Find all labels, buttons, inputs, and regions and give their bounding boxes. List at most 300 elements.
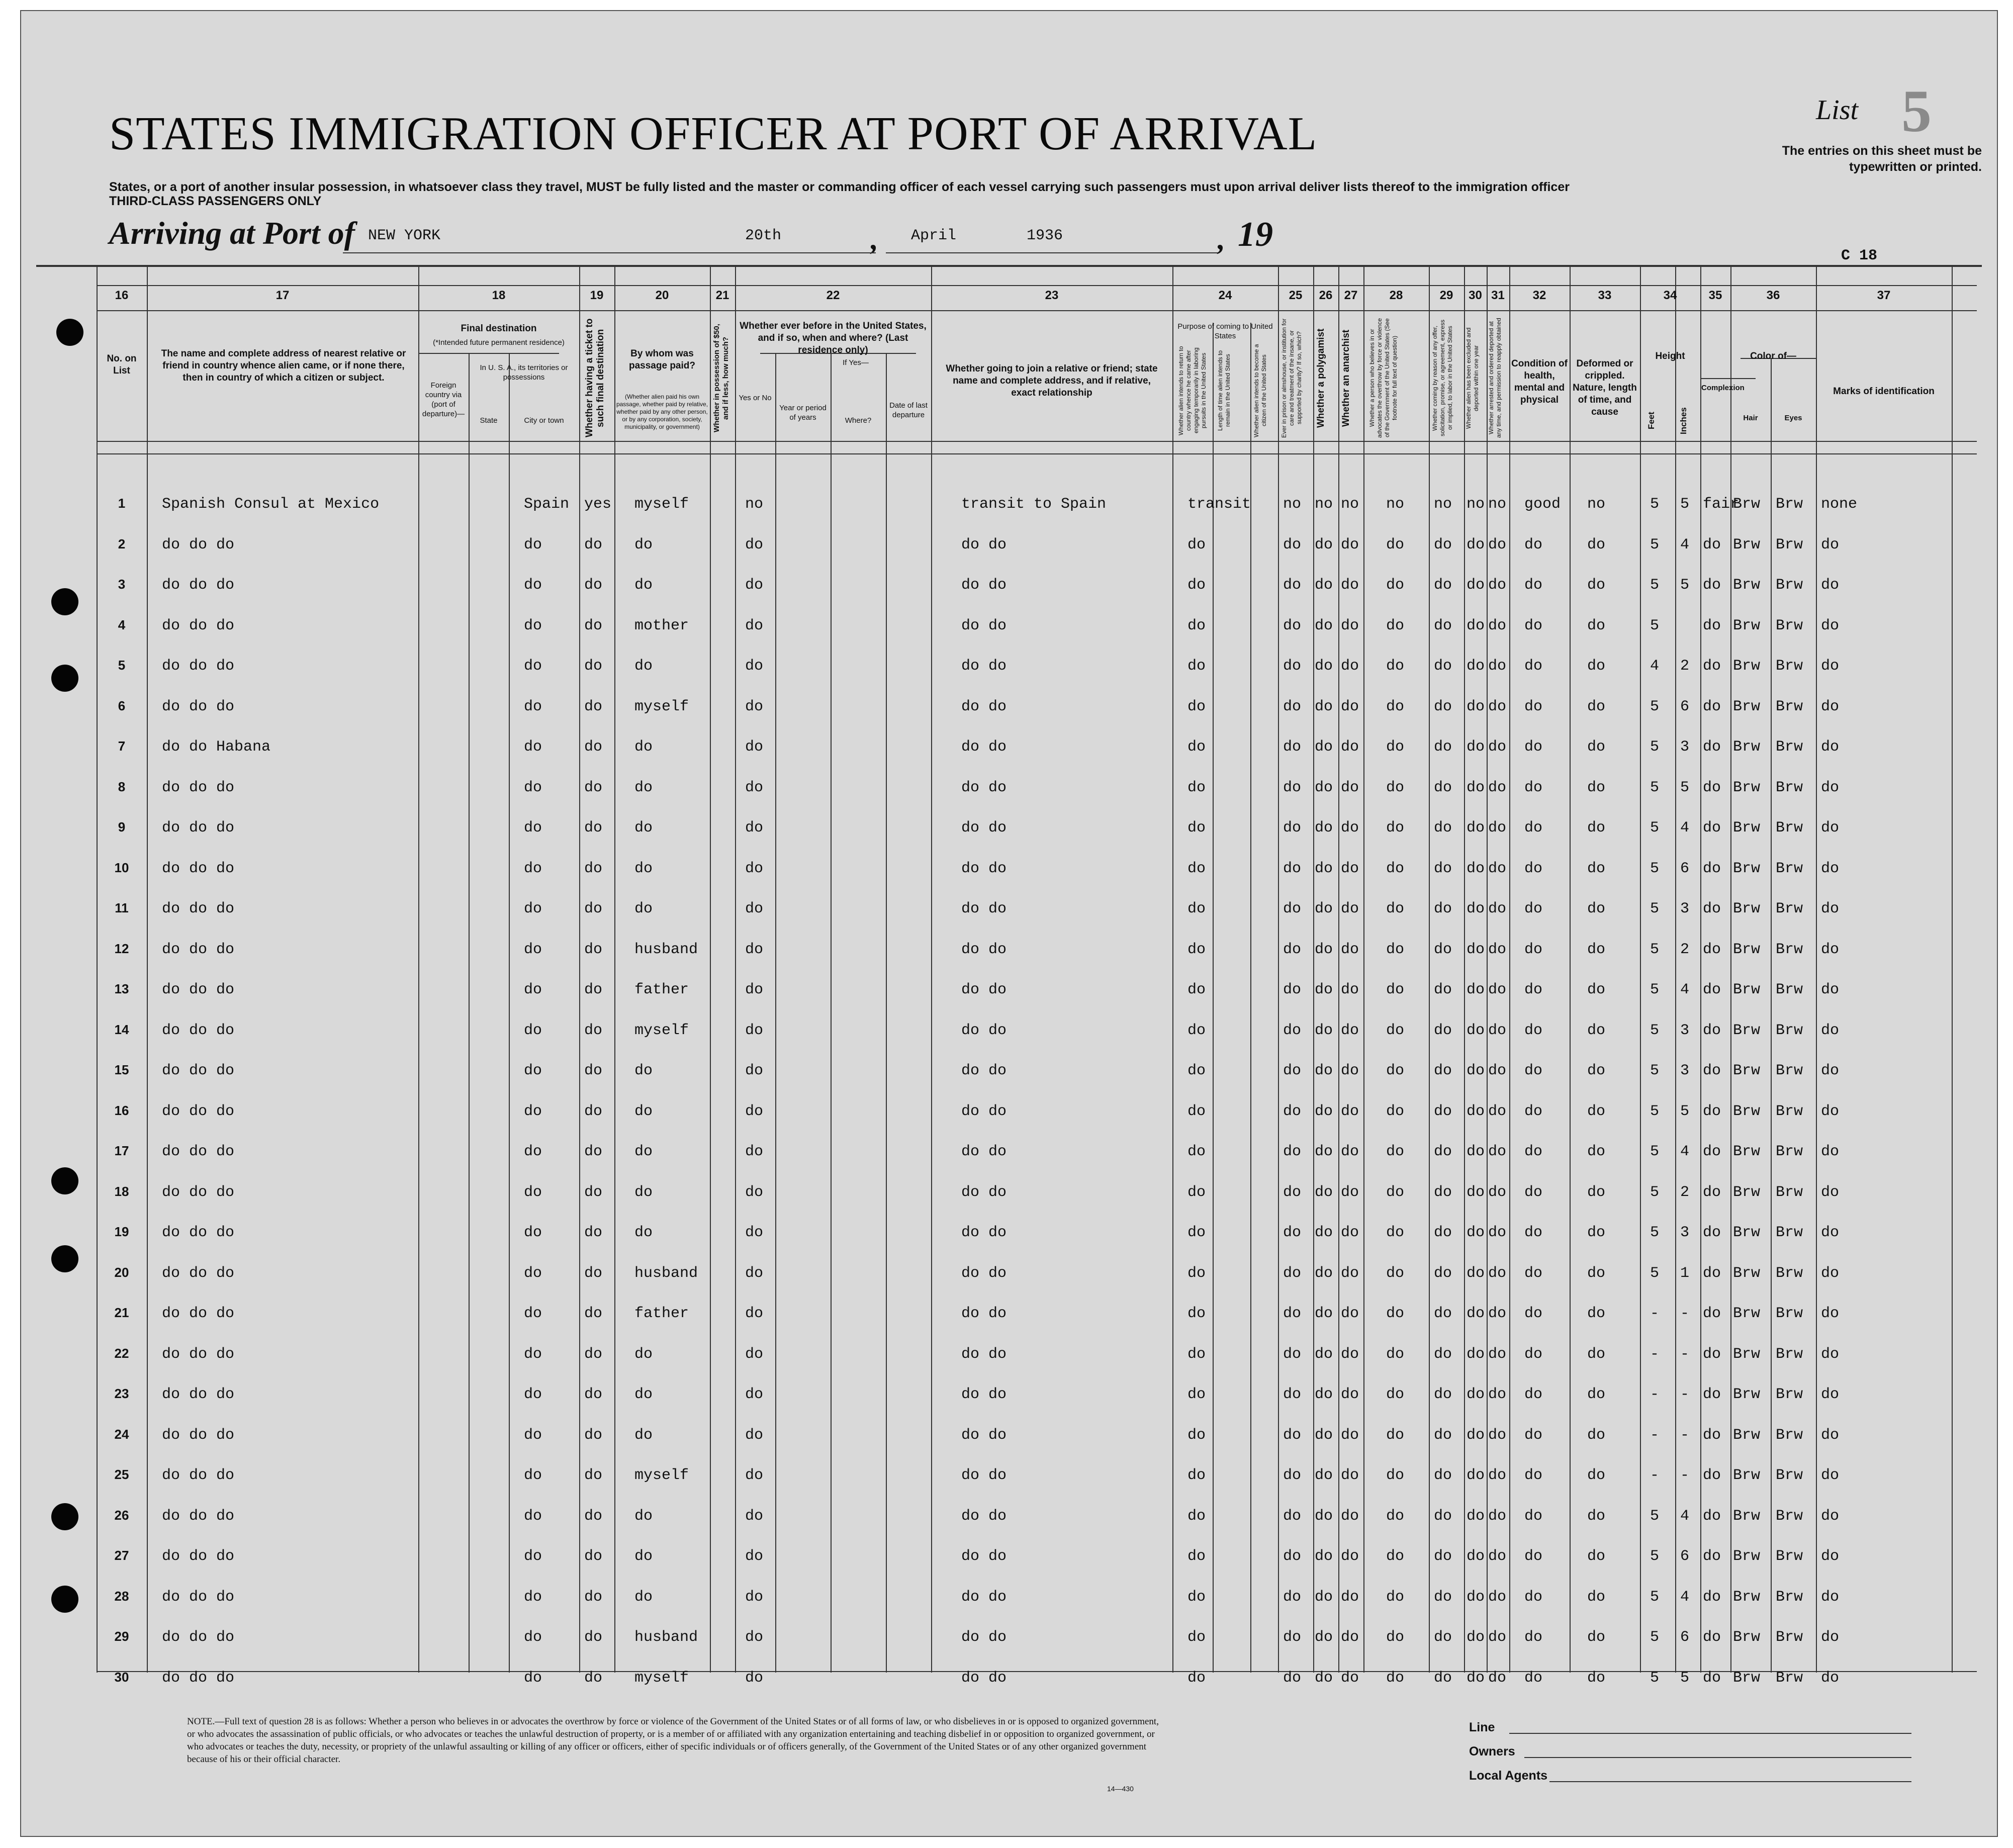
cell-c28: do — [1386, 779, 1405, 796]
cell-ticket: do — [584, 1062, 603, 1079]
cell-health: do — [1524, 1669, 1543, 1687]
cell-feet: 5 — [1650, 698, 1660, 715]
cell-relative: do do do — [162, 1507, 235, 1525]
cell-join: do do — [961, 738, 1007, 756]
header-height: Height — [1655, 351, 1685, 361]
table-row — [21, 1662, 1997, 1703]
cell-relative: do do do — [162, 779, 235, 796]
header-foreign-country: Foreign country via (port of departure)— — [422, 381, 465, 418]
cell-c27: no — [1341, 496, 1359, 513]
cell-inches: 4 — [1680, 1507, 1690, 1525]
cell-join: do do — [961, 1588, 1007, 1606]
cell-complexion: do — [1703, 1062, 1721, 1079]
cell-complexion: do — [1703, 819, 1721, 837]
cell-relative: do do Habana — [162, 738, 271, 756]
cell-complexion: do — [1703, 738, 1721, 756]
table-row — [21, 1217, 1997, 1257]
owners-label: Owners — [1469, 1744, 1515, 1759]
cell-health: do — [1524, 941, 1543, 958]
cell-ticket: do — [584, 1467, 603, 1484]
cell-c31: do — [1488, 900, 1507, 917]
cell-inches: - — [1680, 1345, 1690, 1363]
cell-relative: do do do — [162, 1588, 235, 1606]
cell-relative: do do do — [162, 819, 235, 837]
cell-paid: do — [634, 1143, 653, 1160]
cell-eyes: Brw — [1776, 1548, 1803, 1565]
cell-complexion: do — [1703, 1264, 1721, 1282]
cell-paid: do — [634, 1386, 653, 1403]
entries-note: The entries on this sheet must be typewritten or printed. — [1782, 144, 1982, 174]
cell-city: do — [524, 1548, 542, 1565]
cell-city: do — [524, 1183, 542, 1201]
cell-purpose: do — [1187, 900, 1206, 917]
cell-join: do do — [961, 1264, 1007, 1282]
cell-purpose: do — [1187, 1629, 1206, 1646]
cell-join: do do — [961, 577, 1007, 594]
cell-yesno: do — [745, 1022, 764, 1039]
cell-inches: 3 — [1680, 1022, 1690, 1039]
cell-c30: do — [1467, 1305, 1485, 1322]
cell-deformed: do — [1587, 779, 1606, 796]
header-polygamist: Whether a polygamist — [1316, 328, 1326, 428]
cell-c29: do — [1434, 1588, 1452, 1606]
cell-c27: do — [1341, 1669, 1359, 1687]
cell-city: Spain — [524, 496, 570, 513]
cell-c26: do — [1315, 658, 1333, 675]
cell-c25: do — [1283, 1183, 1302, 1201]
cell-no: 26 — [114, 1507, 129, 1523]
cell-inches: 6 — [1680, 698, 1690, 715]
year-prefix: 19 — [1238, 215, 1273, 254]
cell-hair: Brw — [1733, 738, 1761, 756]
cell-inches: - — [1680, 1386, 1690, 1403]
ship-mark: C 18 — [1841, 247, 1878, 264]
header-possession-50: Whether in possession of $50, and if less, how much? — [712, 324, 730, 432]
cell-ticket: do — [584, 1305, 603, 1322]
cell-c31: do — [1488, 1548, 1507, 1565]
cell-c31: do — [1488, 1062, 1507, 1079]
cell-inches: 4 — [1680, 1588, 1690, 1606]
cell-c29: no — [1434, 496, 1452, 513]
cell-city: do — [524, 536, 542, 553]
cell-paid: do — [634, 577, 653, 594]
cell-hair: Brw — [1733, 860, 1761, 877]
cell-eyes: Brw — [1776, 577, 1803, 594]
cell-hair: Brw — [1733, 1629, 1761, 1646]
cell-c26: do — [1315, 779, 1333, 796]
cell-yesno: do — [745, 617, 764, 634]
cell-yesno: do — [745, 1305, 764, 1322]
col-number: 37 — [1877, 289, 1891, 302]
cell-marks: do — [1821, 1224, 1840, 1241]
cell-deformed: do — [1587, 1467, 1606, 1484]
cell-c29: do — [1434, 1386, 1452, 1403]
cell-c29: do — [1434, 577, 1452, 594]
cell-marks: do — [1821, 1669, 1840, 1687]
year-value: 1936 — [1027, 227, 1063, 244]
header-list-no: No. on List — [107, 353, 137, 376]
cell-feet: 5 — [1650, 819, 1660, 837]
cell-marks: do — [1821, 1062, 1840, 1079]
cell-marks: do — [1821, 860, 1840, 877]
cell-c25: do — [1283, 1507, 1302, 1525]
cell-yesno: do — [745, 819, 764, 837]
cell-no: 9 — [118, 819, 126, 835]
cell-c27: do — [1341, 658, 1359, 675]
line-label: Line — [1469, 1720, 1495, 1734]
cell-city: do — [524, 1264, 542, 1282]
cell-ticket: do — [584, 738, 603, 756]
cell-paid: husband — [634, 1629, 698, 1646]
cell-ticket: do — [584, 1629, 603, 1646]
cell-eyes: Brw — [1776, 1143, 1803, 1160]
header-marks: Marks of identification — [1833, 386, 1935, 397]
cell-c26: do — [1315, 1386, 1333, 1403]
cell-join: do do — [961, 1467, 1007, 1484]
cell-purpose: do — [1187, 658, 1206, 675]
cell-hair: Brw — [1733, 819, 1761, 837]
cell-paid: myself — [634, 1467, 689, 1484]
cell-eyes: Brw — [1776, 1305, 1803, 1322]
cell-hair: Brw — [1733, 496, 1761, 513]
cell-purpose: do — [1187, 1102, 1206, 1120]
cell-join: do do — [961, 1386, 1007, 1403]
cell-deformed: do — [1587, 981, 1606, 998]
cell-c30: do — [1467, 1224, 1485, 1241]
cell-complexion: do — [1703, 536, 1721, 553]
cell-deformed: do — [1587, 738, 1606, 756]
cell-c26: do — [1315, 738, 1333, 756]
cell-c29: do — [1434, 698, 1452, 715]
cell-c27: do — [1341, 1022, 1359, 1039]
cell-inches: - — [1680, 1305, 1690, 1322]
col-number: 33 — [1598, 289, 1612, 302]
table-row — [21, 853, 1997, 893]
cell-inches: 4 — [1680, 819, 1690, 837]
cell-c28: do — [1386, 1548, 1405, 1565]
cell-health: do — [1524, 819, 1543, 837]
cell-complexion: do — [1703, 1102, 1721, 1120]
cell-join: do do — [961, 658, 1007, 675]
cell-purpose: do — [1187, 1224, 1206, 1241]
cell-c30: do — [1467, 536, 1485, 553]
cell-hair: Brw — [1733, 1548, 1761, 1565]
cell-complexion: do — [1703, 658, 1721, 675]
cell-eyes: Brw — [1776, 1629, 1803, 1646]
cell-health: do — [1524, 1548, 1543, 1565]
cell-city: do — [524, 860, 542, 877]
cell-c31: do — [1488, 1183, 1507, 1201]
cell-marks: do — [1821, 981, 1840, 998]
cell-paid: do — [634, 1102, 653, 1120]
cell-c25: do — [1283, 738, 1302, 756]
cell-complexion: do — [1703, 1507, 1721, 1525]
cell-marks: do — [1821, 819, 1840, 837]
cell-c30: do — [1467, 819, 1485, 837]
cell-inches: 5 — [1680, 496, 1690, 513]
cell-c26: do — [1315, 577, 1333, 594]
cell-purpose: do — [1187, 819, 1206, 837]
col-number: 26 — [1319, 289, 1333, 302]
cell-relative: do do do — [162, 536, 235, 553]
cell-ticket: do — [584, 981, 603, 998]
cell-c30: do — [1467, 1467, 1485, 1484]
cell-c26: do — [1315, 1305, 1333, 1322]
cell-c28: do — [1386, 1426, 1405, 1444]
table-row — [21, 974, 1997, 1014]
cell-feet: 5 — [1650, 860, 1660, 877]
cell-c28: do — [1386, 1467, 1405, 1484]
cell-c28: do — [1386, 1507, 1405, 1525]
cell-c28: do — [1386, 981, 1405, 998]
cell-c25: do — [1283, 1224, 1302, 1241]
cell-c25: do — [1283, 941, 1302, 958]
cell-health: do — [1524, 1426, 1543, 1444]
cell-complexion: do — [1703, 1224, 1721, 1241]
cell-ticket: do — [584, 1507, 603, 1525]
cell-relative: do do do — [162, 1467, 235, 1484]
cell-c29: do — [1434, 1305, 1452, 1322]
header-hair: Hair — [1743, 414, 1758, 422]
cell-c25: do — [1283, 698, 1302, 715]
cell-feet: 5 — [1650, 738, 1660, 756]
cell-inches: 3 — [1680, 1224, 1690, 1241]
table-row — [21, 1541, 1997, 1581]
cell-marks: do — [1821, 577, 1840, 594]
header-in-usa: In U. S. A., its territories or possessions — [480, 363, 568, 382]
cell-deformed: do — [1587, 658, 1606, 675]
cell-c29: do — [1434, 1102, 1452, 1120]
cell-c27: do — [1341, 941, 1359, 958]
table-row — [21, 610, 1997, 651]
cell-relative: do do do — [162, 1386, 235, 1403]
cell-eyes: Brw — [1776, 860, 1803, 877]
cell-c30: do — [1467, 1507, 1485, 1525]
cell-c29: do — [1434, 941, 1452, 958]
cell-hair: Brw — [1733, 577, 1761, 594]
col-number: 32 — [1532, 289, 1546, 302]
cell-yesno: do — [745, 577, 764, 594]
cell-marks: do — [1821, 1305, 1840, 1322]
cell-join: do do — [961, 1507, 1007, 1525]
cell-feet: 5 — [1650, 1183, 1660, 1201]
cell-hair: Brw — [1733, 1386, 1761, 1403]
cell-relative: do do do — [162, 941, 235, 958]
col-number: 34 — [1663, 289, 1677, 302]
cell-complexion: do — [1703, 1022, 1721, 1039]
cell-c31: do — [1488, 1507, 1507, 1525]
cell-c26: do — [1315, 1629, 1333, 1646]
cell-c30: do — [1467, 1386, 1485, 1403]
comma-1: , — [871, 223, 878, 256]
cell-c30: do — [1467, 1022, 1485, 1039]
header-passage-note: (Whether alien paid his own passage, whether paid by relative, whether paid by any other person, or by any corporation, society, municipality, or government) — [616, 393, 708, 430]
cell-no: 17 — [114, 1143, 129, 1158]
cell-c26: no — [1315, 496, 1333, 513]
col-number: 36 — [1766, 289, 1780, 302]
cell-city: do — [524, 1022, 542, 1039]
cell-health: good — [1524, 496, 1561, 513]
cell-inches: 5 — [1680, 577, 1690, 594]
cell-c25: no — [1283, 496, 1302, 513]
cell-complexion: do — [1703, 981, 1721, 998]
cell-eyes: Brw — [1776, 819, 1803, 837]
cell-join: do do — [961, 1183, 1007, 1201]
header-q28: Whether a person who believes in or advocates the overthrow by force or violence of the Government of the United States (See footnote for full text of question) — [1368, 318, 1398, 438]
cell-purpose: do — [1187, 1467, 1206, 1484]
cell-c27: do — [1341, 1143, 1359, 1160]
col-number: 28 — [1389, 289, 1403, 302]
cell-c28: do — [1386, 860, 1405, 877]
cell-join: do do — [961, 617, 1007, 634]
cell-c25: do — [1283, 1386, 1302, 1403]
cell-c25: do — [1283, 900, 1302, 917]
cell-c28: do — [1386, 738, 1405, 756]
cell-city: do — [524, 1062, 542, 1079]
cell-marks: do — [1821, 1629, 1840, 1646]
cell-purpose: do — [1187, 1386, 1206, 1403]
cell-yesno: do — [745, 1467, 764, 1484]
cell-join: do do — [961, 941, 1007, 958]
cell-eyes: Brw — [1776, 536, 1803, 553]
cell-c28: do — [1386, 1062, 1405, 1079]
cell-c29: do — [1434, 617, 1452, 634]
cell-c31: do — [1488, 617, 1507, 634]
cell-paid: do — [634, 658, 653, 675]
header-purpose: Purpose of coming to United States — [1177, 322, 1273, 340]
table-row — [21, 1582, 1997, 1622]
cell-ticket: do — [584, 536, 603, 553]
table-row — [21, 1055, 1997, 1095]
cell-c31: do — [1488, 1629, 1507, 1646]
cell-inches: 3 — [1680, 1062, 1690, 1079]
cell-health: do — [1524, 1224, 1543, 1241]
cell-c30: do — [1467, 617, 1485, 634]
cell-c31: do — [1488, 1426, 1507, 1444]
cell-deformed: do — [1587, 1102, 1606, 1120]
cell-paid: do — [634, 1507, 653, 1525]
table-row — [21, 1460, 1997, 1500]
cell-purpose: do — [1187, 779, 1206, 796]
cell-marks: do — [1821, 1183, 1840, 1201]
cell-no: 25 — [114, 1467, 129, 1482]
cell-c25: do — [1283, 536, 1302, 553]
cell-c31: do — [1488, 860, 1507, 877]
cell-hair: Brw — [1733, 1062, 1761, 1079]
cell-ticket: do — [584, 1264, 603, 1282]
cell-feet: 5 — [1650, 617, 1660, 634]
cell-deformed: do — [1587, 1426, 1606, 1444]
cell-ticket: do — [584, 819, 603, 837]
col-number: 30 — [1469, 289, 1482, 302]
cell-ticket: do — [584, 860, 603, 877]
table-row — [21, 1177, 1997, 1217]
cell-c27: do — [1341, 900, 1359, 917]
cell-hair: Brw — [1733, 1426, 1761, 1444]
cell-deformed: do — [1587, 1143, 1606, 1160]
cell-c28: do — [1386, 941, 1405, 958]
cell-health: do — [1524, 1467, 1543, 1484]
cell-eyes: Brw — [1776, 1588, 1803, 1606]
cell-c28: do — [1386, 658, 1405, 675]
cell-c27: do — [1341, 536, 1359, 553]
cell-no: 2 — [118, 536, 126, 551]
cell-c29: do — [1434, 1345, 1452, 1363]
cell-c30: do — [1467, 577, 1485, 594]
cell-purpose: do — [1187, 981, 1206, 998]
cell-feet: 5 — [1650, 1143, 1660, 1160]
cell-yesno: no — [745, 496, 764, 513]
month-value: April — [911, 227, 957, 244]
cell-no: 7 — [118, 738, 126, 754]
cell-yesno: do — [745, 1143, 764, 1160]
col-number: 25 — [1289, 289, 1303, 302]
cell-complexion: do — [1703, 1588, 1721, 1606]
cell-purpose: do — [1187, 1548, 1206, 1565]
table-row — [21, 529, 1997, 570]
cell-health: do — [1524, 1062, 1543, 1079]
cell-join: do do — [961, 1224, 1007, 1241]
cell-feet: 5 — [1650, 1669, 1660, 1687]
cell-purpose: do — [1187, 1588, 1206, 1606]
cell-purpose: transit — [1187, 496, 1251, 513]
cell-no: 12 — [114, 941, 129, 956]
cell-paid: mother — [634, 617, 689, 634]
cell-health: do — [1524, 1629, 1543, 1646]
cell-c26: do — [1315, 1426, 1333, 1444]
col-number: 31 — [1491, 289, 1505, 302]
cell-health: do — [1524, 900, 1543, 917]
cell-ticket: do — [584, 1102, 603, 1120]
cell-c26: do — [1315, 1669, 1333, 1687]
cell-marks: do — [1821, 779, 1840, 796]
cell-ticket: do — [584, 941, 603, 958]
cell-c25: do — [1283, 658, 1302, 675]
cell-hair: Brw — [1733, 1022, 1761, 1039]
comma-2: , — [1218, 223, 1225, 256]
cell-ticket: do — [584, 1669, 603, 1687]
cell-eyes: Brw — [1776, 738, 1803, 756]
cell-deformed: do — [1587, 900, 1606, 917]
cell-ticket: do — [584, 617, 603, 634]
cell-c29: do — [1434, 1224, 1452, 1241]
cell-inches: 5 — [1680, 779, 1690, 796]
table-row — [21, 893, 1997, 934]
cell-c26: do — [1315, 617, 1333, 634]
cell-hair: Brw — [1733, 1467, 1761, 1484]
cell-complexion: do — [1703, 941, 1721, 958]
cell-c25: do — [1283, 1022, 1302, 1039]
cell-c27: do — [1341, 577, 1359, 594]
cell-c28: do — [1386, 1588, 1405, 1606]
cell-join: do do — [961, 819, 1007, 837]
cell-relative: do do do — [162, 1548, 235, 1565]
cell-relative: Spanish Consul at Mexico — [162, 496, 380, 513]
cell-hair: Brw — [1733, 941, 1761, 958]
cell-city: do — [524, 617, 542, 634]
cell-marks: do — [1821, 1022, 1840, 1039]
cell-complexion: do — [1703, 577, 1721, 594]
cell-eyes: Brw — [1776, 1264, 1803, 1282]
cell-c30: do — [1467, 860, 1485, 877]
cell-c29: do — [1434, 1022, 1452, 1039]
cell-ticket: do — [584, 1386, 603, 1403]
cell-c30: do — [1467, 658, 1485, 675]
cell-health: do — [1524, 779, 1543, 796]
cell-relative: do do do — [162, 577, 235, 594]
header-yes-no: Yes or No — [739, 394, 772, 402]
cell-join: do do — [961, 1629, 1007, 1646]
